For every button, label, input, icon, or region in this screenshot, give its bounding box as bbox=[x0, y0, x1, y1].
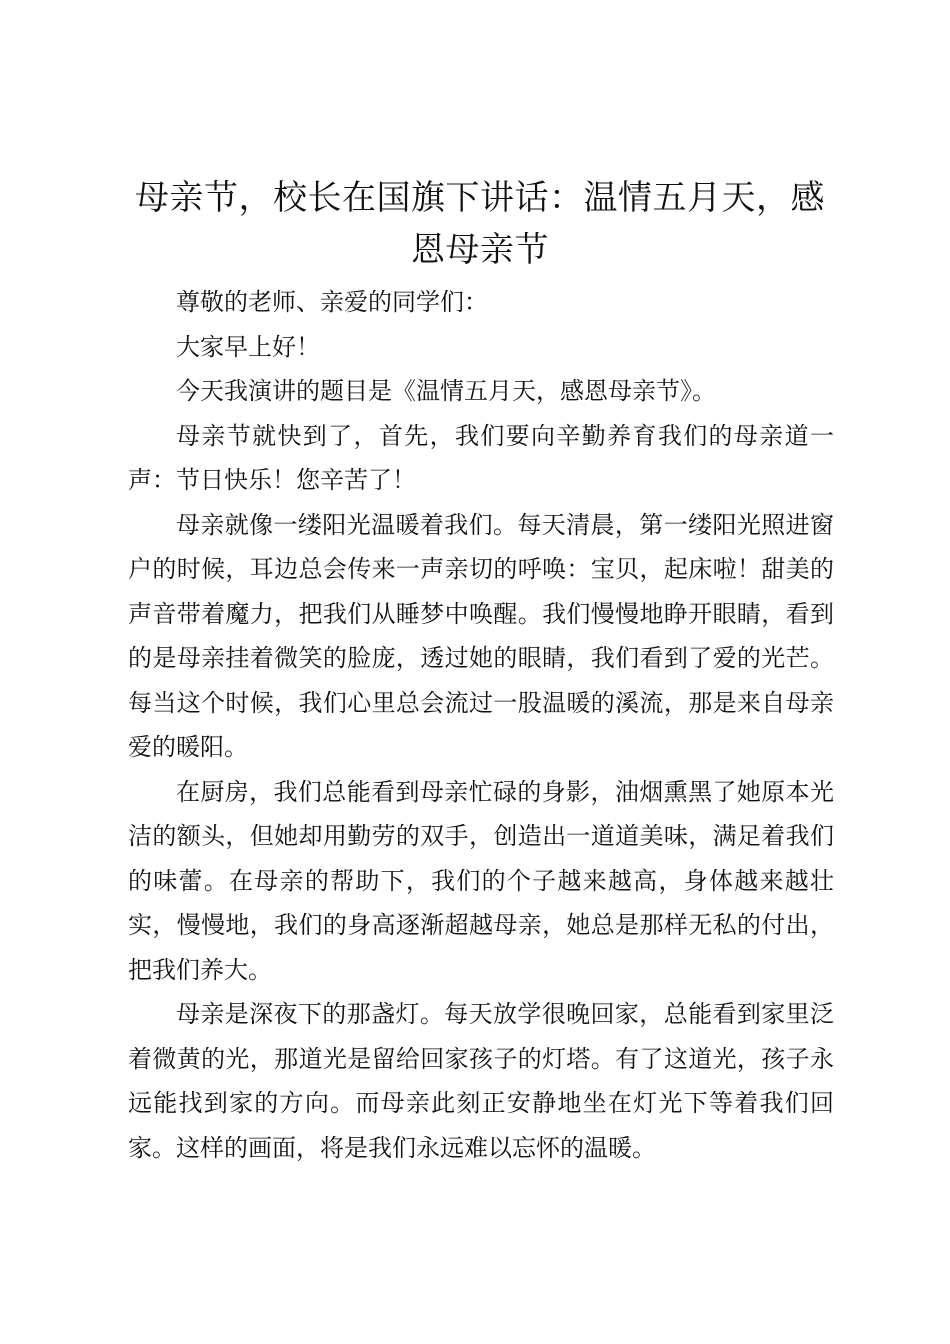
paragraph-greeting: 大家早上好！ bbox=[176, 332, 320, 361]
paragraph-sunlight: 母亲就像一缕阳光温暖着我们。每天清晨，第一缕阳光照进窗户的时候，耳边总会传来一声亲切的呼唤：宝贝，起床啦！甜美的声音带着魔力，把我们从睡梦中唤醒。我们慢慢地睁开眼睛，看到的是母亲挂着微笑的脸庞，透过她的眼睛，我们看到了爱的光芒。每当这个时候，我们心里总会流过一股温暖的溪流，那是来自母亲爱的暖阳。 bbox=[128, 510, 834, 761]
paragraph-kitchen: 在厨房，我们总能看到母亲忙碌的身影，油烟熏黑了她原本光洁的额头，但她却用勤劳的双手，创造出一道道美味，满足着我们的味蕾。在母亲的帮助下，我们的个子越来越高，身体越来越壮实，慢慢地，我们的身高逐渐超越母亲，她总是那样无私的付出，把我们养大。 bbox=[128, 777, 834, 984]
paragraph-salutation: 尊敬的老师、亲爱的同学们： bbox=[176, 288, 488, 316]
paragraph-topic: 今天我演讲的题目是《温情五月天，感恩母亲节》。 bbox=[176, 377, 716, 405]
document-body bbox=[128, 280, 834, 1170]
paragraph-lamp: 母亲是深夜下的那盏灯。每天放学很晚回家，总能看到家里泛着微黄的光，那道光是留给回家孩子的灯塔。有了这道光，孩子永远能找到家的方向。而母亲此刻正安静地坐在灯光下等着我们回家。这样的画面，将是我们永远难以忘怀的温暖。 bbox=[128, 1000, 834, 1162]
paragraph-holiday-wishes: 母亲节就快到了，首先，我们要向辛勤养育我们的母亲道一声：节日快乐！您辛苦了！ bbox=[128, 421, 834, 494]
document-title: 母亲节，校长在国旗下讲话：温情五月天，感恩母亲节 bbox=[135, 178, 825, 270]
